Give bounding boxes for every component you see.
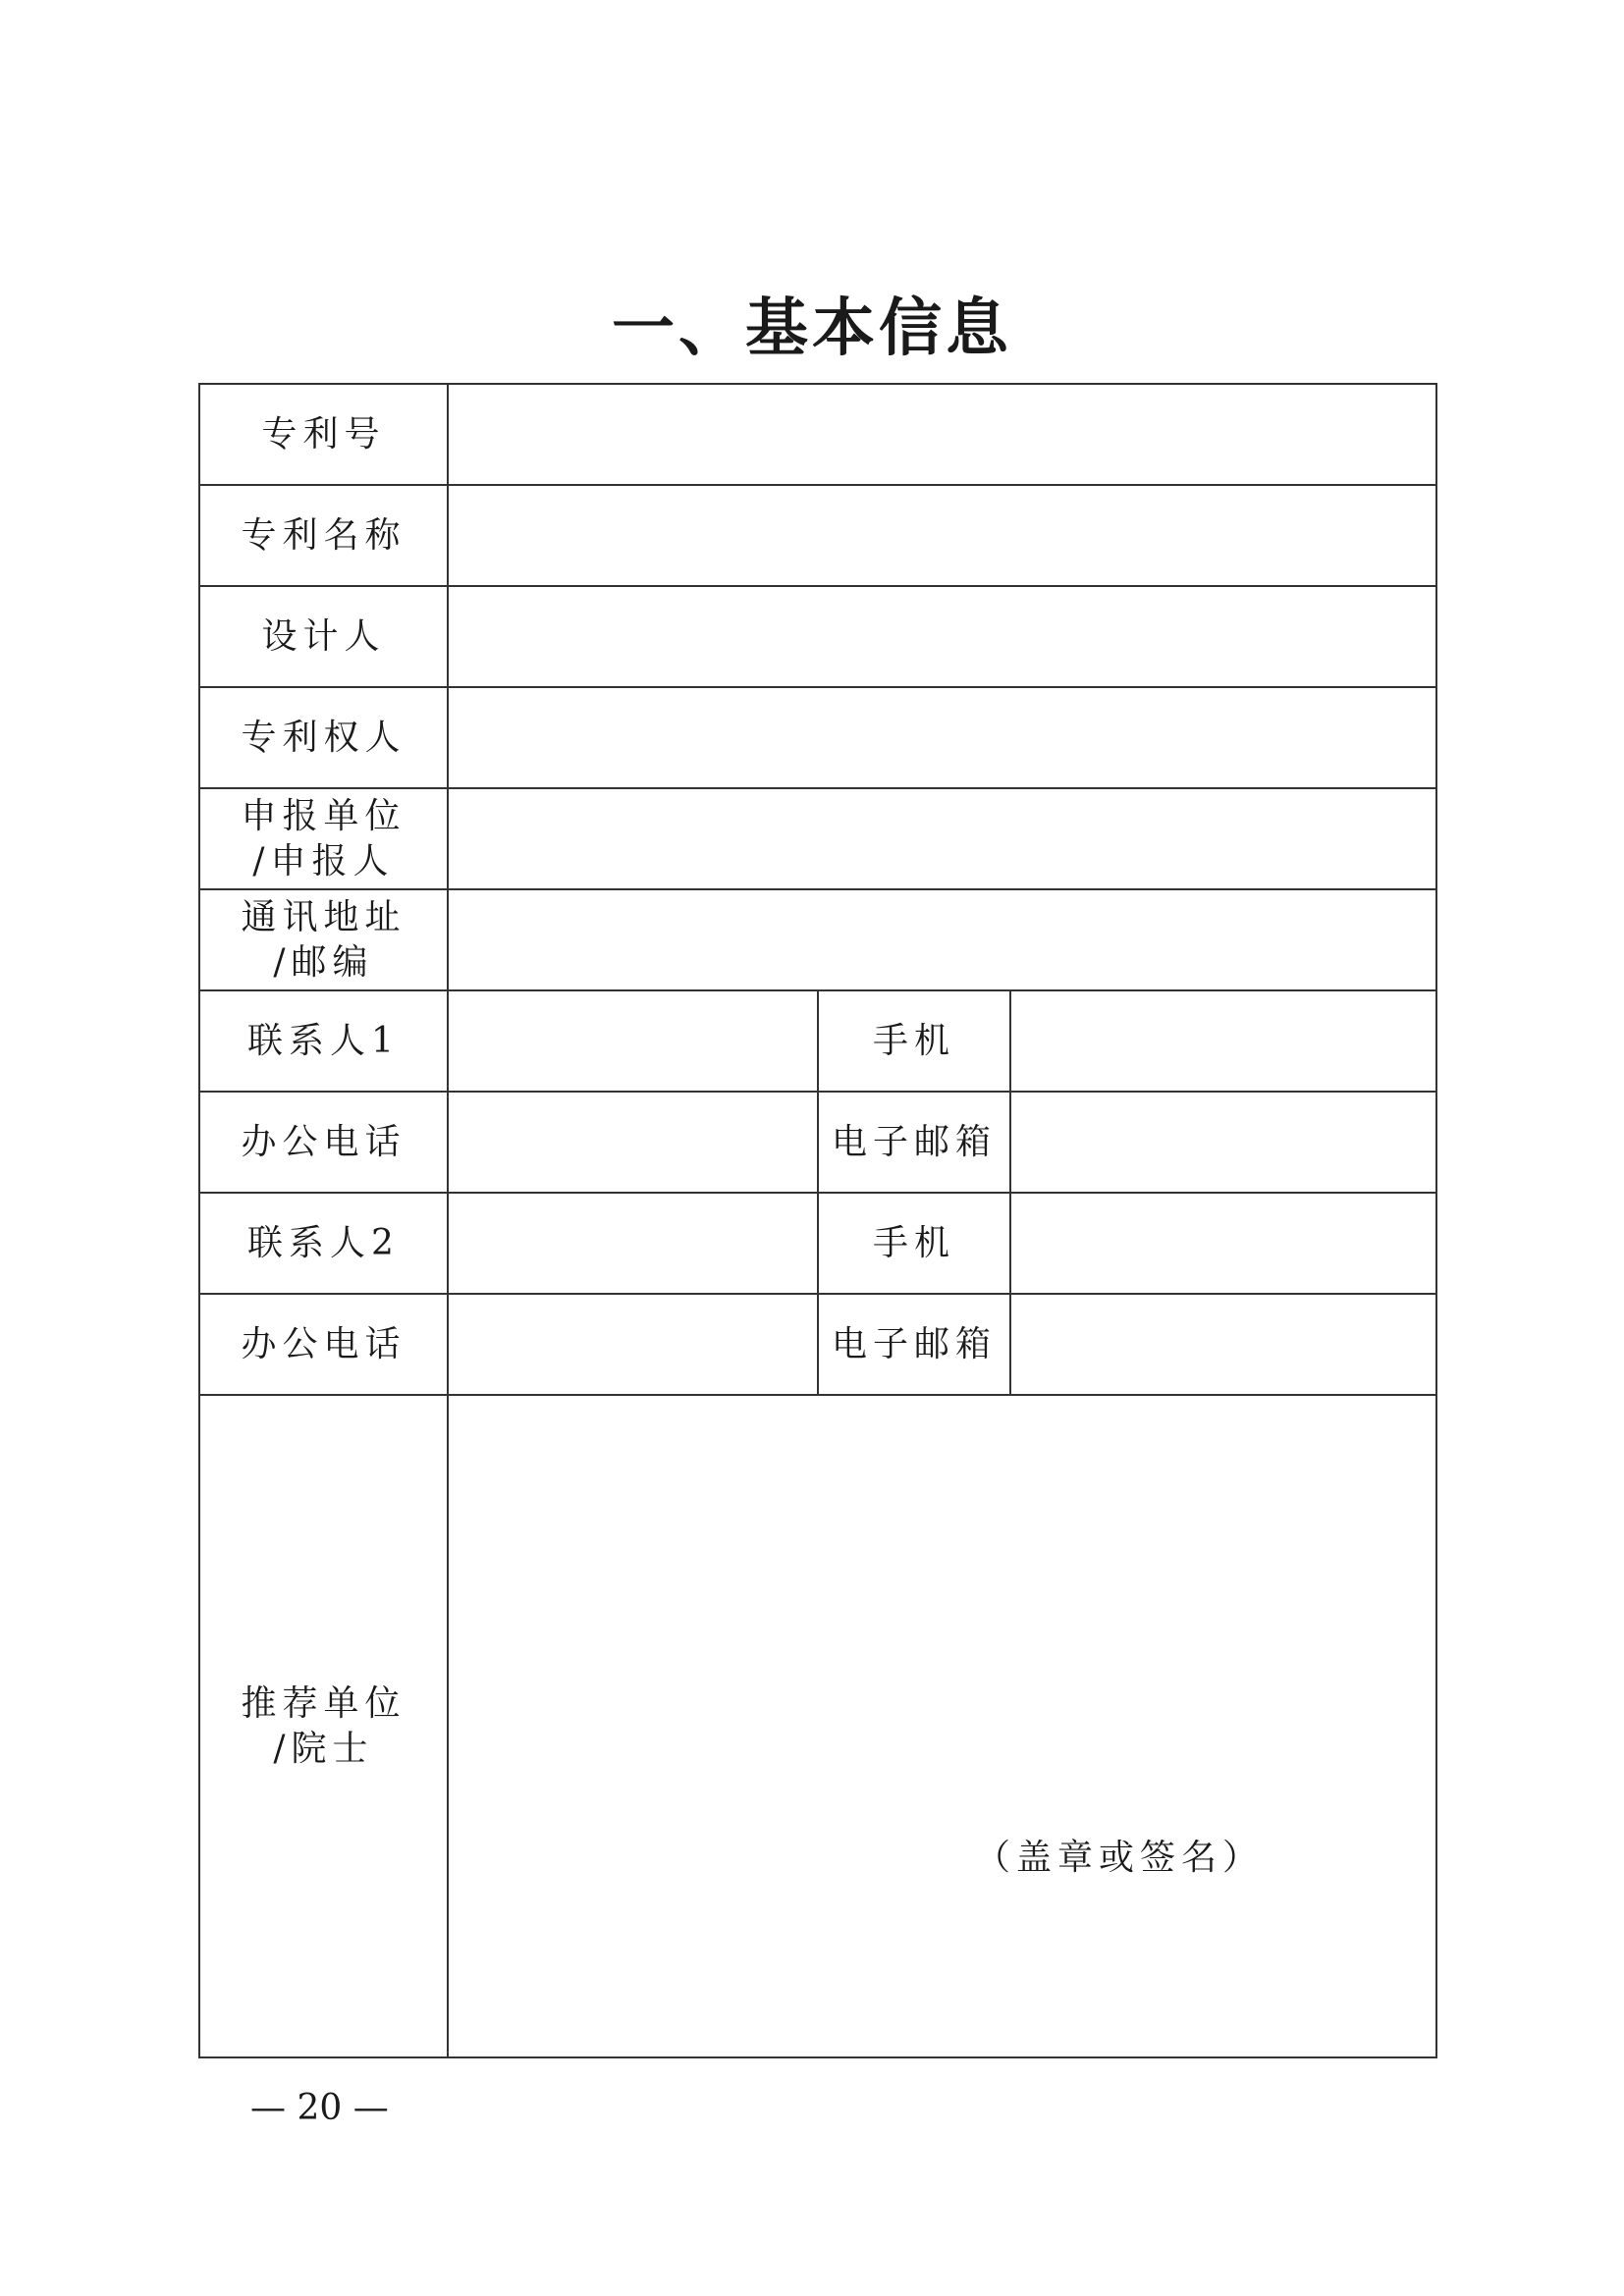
label-contact1-phone: 手机 [818,990,1010,1092]
label-contact2: 联系人2 [199,1193,448,1294]
row-office2 [199,1294,1436,1395]
label-recommender-line1: 推荐单位 [241,1682,406,1724]
page-title: 一、基本信息 [612,292,1012,365]
label-office2-email: 电子邮箱 [818,1294,1010,1395]
label-applicant-line2: /申报人 [252,840,395,881]
row-recommender [199,1395,1436,2057]
field-office1-email[interactable] [1010,1092,1436,1193]
field-office1[interactable] [448,1092,818,1193]
label-address [199,889,448,990]
row-patent-no [199,384,1436,485]
row-patentee [199,687,1436,788]
row-patent-name [199,485,1436,586]
label-office2: 办公电话 [199,1294,448,1395]
label-applicant-line1: 申报单位 [241,795,406,836]
page-number: — 20 — [250,2088,389,2128]
field-contact2[interactable] [448,1193,818,1294]
label-contact2-phone: 手机 [818,1193,1010,1294]
field-contact2-phone[interactable] [1010,1193,1436,1294]
label-patent-no: 专利号 [199,384,448,485]
field-office2[interactable] [448,1294,818,1395]
field-patentee[interactable] [448,687,1436,788]
field-address[interactable] [448,889,1436,990]
label-recommender [199,1395,448,2057]
label-patentee: 专利权人 [199,687,448,788]
basic-info-table [198,383,1437,2058]
label-recommender-line2: /院士 [273,1728,374,1769]
label-contact1: 联系人1 [199,990,448,1092]
label-designer: 设计人 [199,586,448,687]
label-address-line2: /邮编 [273,941,374,983]
field-office2-email[interactable] [1010,1294,1436,1395]
label-office1-email: 电子邮箱 [818,1092,1010,1193]
label-applicant [199,788,448,889]
field-patent-name[interactable] [448,485,1436,586]
field-patent-no[interactable] [448,384,1436,485]
field-applicant[interactable] [448,788,1436,889]
stamp-signature-note: （盖章或签名） [975,1838,1265,1878]
label-patent-name: 专利名称 [199,485,448,586]
row-contact2 [199,1193,1436,1294]
field-recommender[interactable] [448,1395,1436,2057]
field-designer[interactable] [448,586,1436,687]
label-office1: 办公电话 [199,1092,448,1193]
field-contact1-phone[interactable] [1010,990,1436,1092]
row-designer [199,586,1436,687]
row-address [199,889,1436,990]
row-contact1 [199,990,1436,1092]
row-office1 [199,1092,1436,1193]
label-address-line1: 通讯地址 [241,896,406,937]
row-applicant [199,788,1436,889]
field-contact1[interactable] [448,990,818,1092]
